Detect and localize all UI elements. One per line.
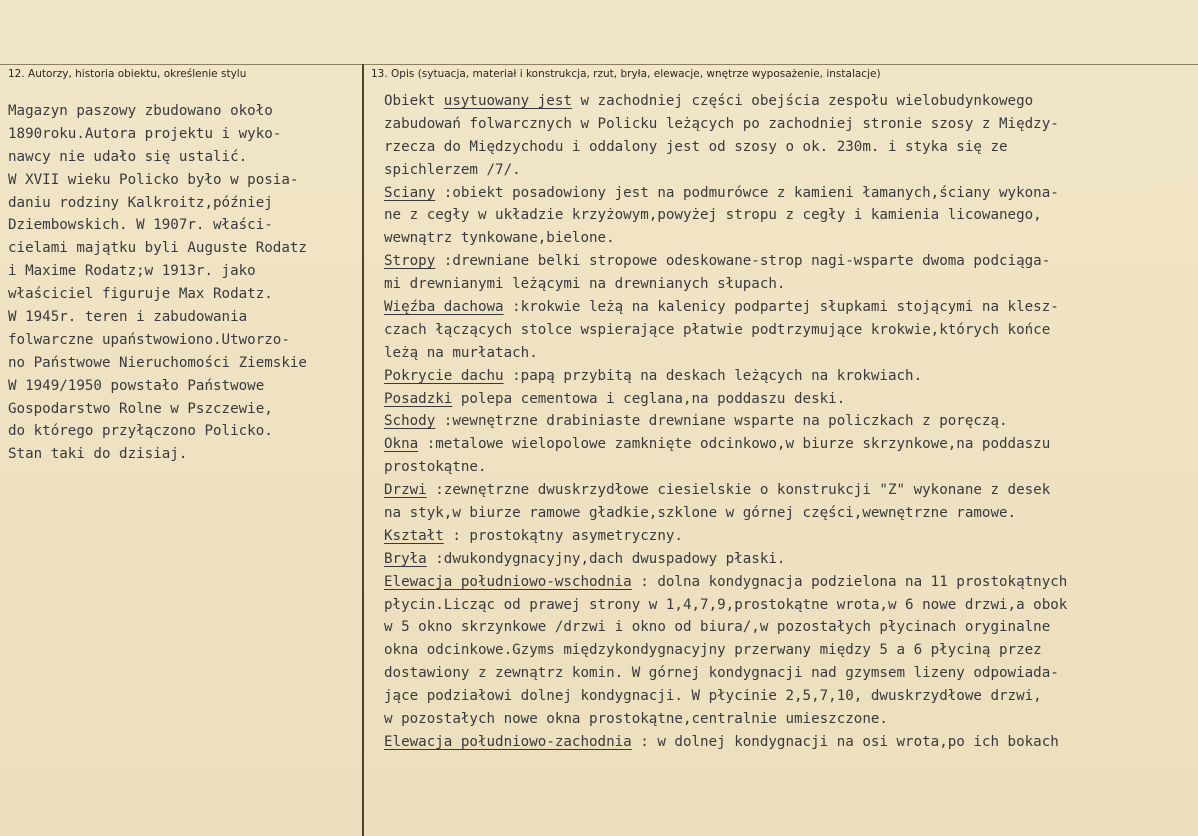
line-text: prostokątne. [384,459,487,476]
section-label: Kształt [384,527,444,544]
authors-history-text [8,100,358,466]
line-text: Obiekt [384,93,444,109]
right-text-line [384,479,1196,502]
section-12-heading: 12. Autorzy, historia obiektu, określenie stylu [8,68,247,80]
column-divider [362,64,364,836]
line-text: płycin.Licząc od prawej strony w 1,4,7,9,prostokątne wrota,w 6 nowe drzwi,a obok [384,596,1068,613]
line-text: dostawiony z zewnątrz komin. W górnej kondygnacji nad gzymsem lizeny odpowiada- [384,665,1059,682]
left-text-line: Stan taki do dzisiaj. [8,446,188,463]
section-13-heading: 13. Opis (sytuacja, materiał i konstrukcja, rzut, bryła, elewacje, wnętrze wyposażenie, instalacje) [371,68,881,80]
right-text-line [384,227,1196,250]
section-label: Więźba dachowa [384,299,504,316]
line-text: :drewniane belki stropowe odeskowane-strop nagi-wsparte dwoma podciąga- [435,253,1051,270]
left-text-line: do którego przyłączono Policko. [8,423,273,440]
section-label: usytuowany jest [443,93,572,109]
line-text: mi drewnianymi leżącymi na drewnianych słupach. [384,276,786,293]
right-text-line [384,204,1196,227]
line-text: : dolna kondygnacja podzielona na 11 prostokątnych [631,573,1068,590]
line-text: jące podziałowi dolnej kondygnacji. W płycinie 2,5,7,10, dwuskrzydłowe drzwi, [384,688,1042,705]
line-text: ne z cegły w układzie krzyżowym,powyżej stropu z cegły i kamienia licowanego, [384,207,1042,224]
line-text: spichlerzem /7/. [384,161,521,178]
left-text-line: W 1949/1950 powstało Państwowe [8,377,265,394]
left-text-line: no Państwowe Nieruchomości Ziemskie [8,354,307,371]
line-text: okna odcinkowe.Gzyms międzykondygnacyjny przerwany między 5 a 6 płyciną przez [384,642,1042,659]
right-text-line [384,113,1196,136]
left-text-line: Magazyn paszowy zbudowano około [8,103,273,119]
right-text-line [384,433,1196,456]
section-label: Elewacja południowo-wschodnia [384,573,632,590]
section-label: Okna [384,436,419,453]
right-text-line [384,685,1196,708]
left-text-line: daniu rodziny Kalkroitz,później [8,194,273,211]
section-label: Stropy [384,253,436,270]
line-text: :krokwie leżą na kalenicy podpartej słupkami stojącymi na klesz- [503,299,1059,316]
line-text: : w dolnej kondygnacji na osi wrota,po ich bokach [631,733,1059,750]
right-text-line [384,639,1196,662]
line-text: w 5 okno skrzynkowe /drzwi i okno od biura/,w pozostałych płycinach oryginalne [384,619,1051,636]
left-text-line: folwarczne upaństwowiono.Utworzo- [8,331,290,348]
line-text: na styk,w biurze ramowe gładkie,szklone w górnej części,wewnętrzne ramowe. [384,505,1017,522]
section-label: Sciany [384,184,436,201]
right-text-line [384,456,1196,479]
right-text-line [384,731,1196,754]
right-text-line [384,296,1196,319]
right-text-line [384,90,1196,113]
right-text-line [384,182,1196,205]
left-text-line: 1890roku.Autora projektu i wyko- [8,125,282,142]
right-text-line [384,136,1196,159]
left-text-line: i Maxime Rodatz;w 1913r. jako [8,263,256,280]
section-label: Posadzki [384,390,453,407]
line-text: :zewnętrzne dwuskrzydłowe ciesielskie o konstrukcji "Z" wykonane z desek [426,482,1051,499]
left-text-line: Gospodarstwo Rolne w Pszczewie, [8,400,273,417]
line-text: rzecza do Międzychodu i oddalony jest od szosy o ok. 230m. i styka się ze [384,138,1008,155]
left-text-line: nawcy nie udało się ustalić. [8,148,248,165]
section-label: Drzwi [384,482,427,499]
line-text: czach łączących stolce wspierające płatwie podtrzymujące krokwie,których końce [384,321,1051,338]
right-text-line [384,365,1196,388]
line-text: leżą na murłatach. [384,344,538,361]
line-text: zabudowań folwarcznych w Policku leżących po zachodniej stronie szosy z Między- [384,115,1059,132]
line-text: wewnątrz tynkowane,bielone. [384,230,615,247]
section-label: Pokrycie dachu [384,367,504,384]
line-text: w zachodniej części obejścia zespołu wielobudynkowego [571,93,1034,109]
left-text-line: W XVII wieku Policko było w posia- [8,171,299,188]
line-text: :obiekt posadowiony jest na podmurówce z kamieni łamanych,ściany wykona- [435,184,1059,201]
left-text-line: W 1945r. teren i zabudowania [8,309,248,326]
left-text-line: Dziembowskich. W 1907r. właści- [8,217,273,234]
right-text-line [384,525,1196,548]
left-text-line: właściciel figuruje Max Rodatz. [8,286,273,303]
section-label: Elewacja południowo-zachodnia [384,733,632,750]
right-text-line [384,159,1196,182]
right-text-line [384,548,1196,571]
right-text-line [384,250,1196,273]
line-text: : prostokątny asymetryczny. [443,527,683,544]
line-text: :wewnętrzne drabiniaste drewniane wsparte na policzkach z poręczą. [435,413,1008,430]
line-text: w pozostałych nowe okna prostokątne,centralnie umieszczone. [384,711,888,728]
line-text: :dwukondygnacyjny,dach dwuspadowy płaski. [426,550,786,567]
right-text-line [384,502,1196,525]
right-text-line [384,410,1196,433]
right-text-line [384,616,1196,639]
left-text-line: cielami majątku byli Auguste Rodatz [8,240,307,257]
right-text-line [384,273,1196,296]
line-text: :papą przybitą na deskach leżących na krokwiach. [503,367,923,384]
right-text-line [384,342,1196,365]
section-label: Bryła [384,550,427,567]
right-text-line [384,388,1196,411]
header-divider [0,64,1198,65]
line-text: :metalowe wielopolowe zamknięte odcinkowo,w biurze skrzynkowe,na poddaszu [418,436,1051,453]
right-text-line [384,662,1196,685]
right-text-line [384,319,1196,342]
right-text-line [384,708,1196,731]
right-text-line [384,571,1196,594]
right-text-line [384,594,1196,617]
section-label: Schody [384,413,436,430]
line-text: polepa cementowa i ceglana,na poddaszu deski. [452,390,846,407]
description-text [384,90,1196,754]
